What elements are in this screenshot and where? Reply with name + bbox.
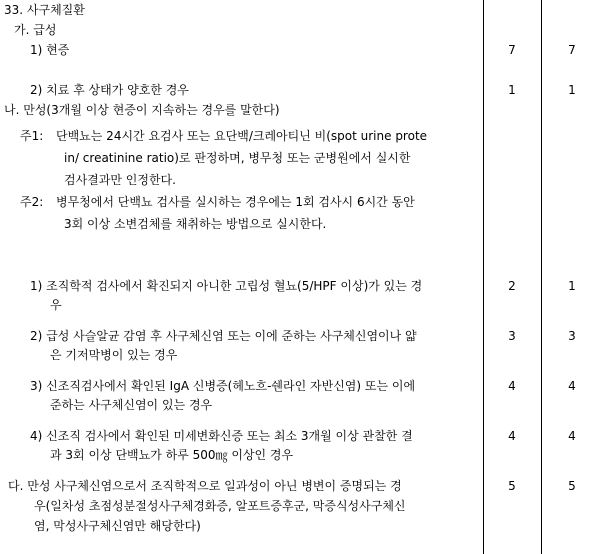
other-item-col2: 5 bbox=[568, 479, 576, 493]
other-item-col1: 5 bbox=[508, 479, 516, 493]
chronic-item-1-line-2: 우 bbox=[50, 298, 62, 312]
section-title: 33. 사구체질환 bbox=[4, 3, 85, 17]
chronic-item-3-line-1: 3) 신조직검사에서 확인된 IgA 신병증(헤노흐-쉔라인 자반신염) 또는 이에 bbox=[30, 379, 416, 393]
chronic-item-3-line-2: 준하는 사구체신염이 있는 경우 bbox=[50, 398, 213, 412]
acute-item-1-col1: 7 bbox=[508, 43, 516, 57]
acute-item-1-label: 1) 현증 bbox=[30, 43, 70, 57]
acute-item-2-col2: 1 bbox=[568, 83, 576, 97]
note-1-line-2: in/ creatinine ratio)로 판정하며, 병무청 또는 군병원에서 실시한 bbox=[64, 151, 411, 165]
note-2-line-2: 3회 이상 소변검체를 채취하는 방법으로 실시한다. bbox=[64, 217, 327, 231]
chronic-item-2-col2: 3 bbox=[568, 329, 576, 343]
note-1-line-1: 단백뇨는 24시간 요검사 또는 요단백/크레아티닌 비(spot urine prote bbox=[56, 129, 428, 143]
chronic-item-2-line-2: 은 기저막병이 있는 경우 bbox=[50, 348, 178, 362]
other-item-line-3: 염, 막성사구체신염만 해당한다) bbox=[34, 519, 201, 533]
chronic-item-4-line-1: 4) 신조직 검사에서 확인된 미세변화신증 또는 최소 3개월 이상 관찰한 결 bbox=[30, 429, 413, 443]
note-2-prefix: 주2: bbox=[20, 195, 44, 209]
chronic-item-1-col1: 2 bbox=[508, 279, 516, 293]
chronic-item-1-col2: 1 bbox=[568, 279, 576, 293]
chronic-item-4-line-2: 과 3회 이상 단백뇨가 하루 500㎎ 이상인 경우 bbox=[50, 448, 294, 462]
chronic-item-2-col1: 3 bbox=[508, 329, 516, 343]
column-divider-left bbox=[483, 0, 484, 554]
note-1-line-3: 검사결과만 인정한다. bbox=[64, 173, 176, 187]
acute-item-2-col1: 1 bbox=[508, 83, 516, 97]
acute-item-1-col2: 7 bbox=[568, 43, 576, 57]
chronic-item-4-col1: 4 bbox=[508, 429, 516, 443]
column-divider-right bbox=[541, 0, 542, 554]
note-2-line-1: 병무청에서 단백뇨 검사를 실시하는 경우에는 1회 검사시 6시간 동안 bbox=[56, 195, 415, 209]
other-item-line-2: 우(일차성 초점성분절성사구체경화증, 알포트증후군, 막증식성사구체신 bbox=[34, 499, 406, 513]
chronic-item-1-line-1: 1) 조직학적 검사에서 확진되지 아니한 고립성 혈뇨(5/HPF 이상)가 있는 경 bbox=[30, 279, 423, 293]
acute-heading: 가. 급성 bbox=[14, 23, 57, 37]
chronic-heading: 나. 만성(3개월 이상 현증이 지속하는 경우를 말한다) bbox=[4, 103, 280, 117]
chronic-item-3-col1: 4 bbox=[508, 379, 516, 393]
acute-item-2-label: 2) 치료 후 상태가 양호한 경우 bbox=[30, 83, 189, 97]
note-1-prefix: 주1: bbox=[20, 129, 44, 143]
chronic-item-2-line-1: 2) 급성 사슬알균 감염 후 사구체신염 또는 이에 준하는 사구체신염이나 얇 bbox=[30, 329, 417, 343]
chronic-item-3-col2: 4 bbox=[568, 379, 576, 393]
other-item-line-1: 다. 만성 사구체신염으로서 조직학적으로 일과성이 아닌 병변이 증명되는 경 bbox=[8, 479, 402, 493]
chronic-item-4-col2: 4 bbox=[568, 429, 576, 443]
